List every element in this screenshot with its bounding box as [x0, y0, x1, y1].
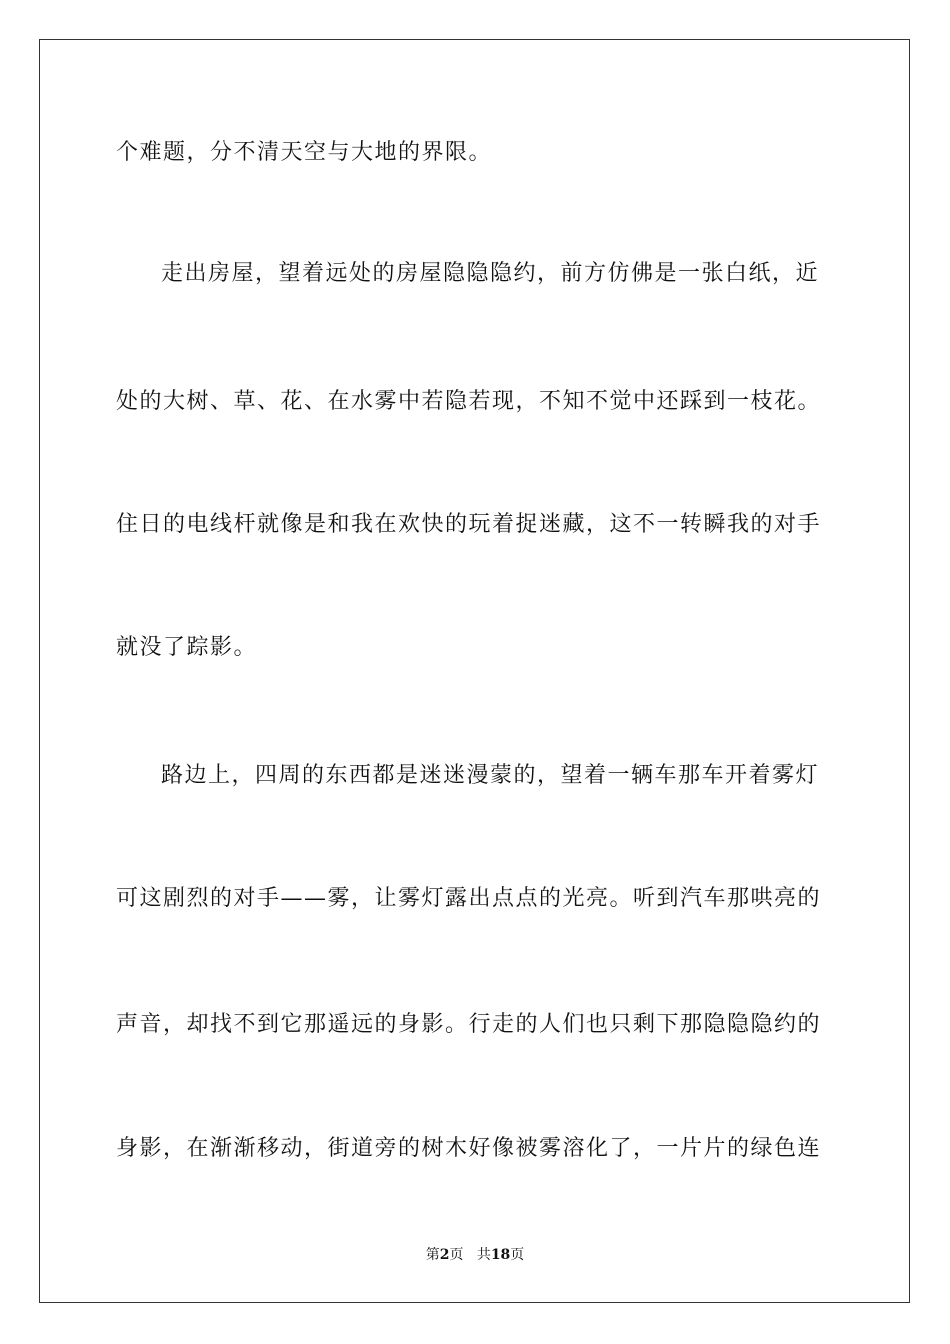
text-line-9: 身影，在渐渐移动，街道旁的树木好像被雾溶化了，一片片的绿色连	[116, 1136, 822, 1161]
page-footer	[0, 1245, 950, 1265]
footer-page-number: 2	[439, 1247, 450, 1263]
text-line-6: 路边上，四周的东西都是迷迷漫蒙的，望着一辆车那车开着雾灯	[161, 763, 820, 788]
footer-total-suffix: 页	[510, 1247, 525, 1263]
footer-total-prefix: 共	[476, 1247, 491, 1263]
page-border	[39, 39, 910, 1303]
text-line-4: 住日的电线杆就像是和我在欢快的玩着捉迷藏，这不一转瞬我的对手	[116, 512, 822, 537]
text-line-1: 个难题，分不清天空与大地的界限。	[116, 140, 493, 165]
text-line-5: 就没了踪影。	[116, 635, 258, 660]
footer-page-prefix: 第	[425, 1247, 440, 1263]
footer-page-suffix: 页	[449, 1247, 464, 1263]
text-line-3: 处的大树、草、花、在水雾中若隐若现，不知不觉中还踩到一枝花。	[116, 389, 822, 414]
text-line-8: 声音，却找不到它那遥远的身影。行走的人们也只剩下那隐隐隐约的	[116, 1012, 822, 1037]
text-line-2: 走出房屋，望着远处的房屋隐隐隐约，前方仿佛是一张白纸，近	[161, 261, 820, 286]
footer-total-pages: 18	[490, 1247, 511, 1263]
text-line-7: 可这剧烈的对手——雾，让雾灯露出点点的光亮。听到汽车那哄亮的	[116, 886, 822, 911]
